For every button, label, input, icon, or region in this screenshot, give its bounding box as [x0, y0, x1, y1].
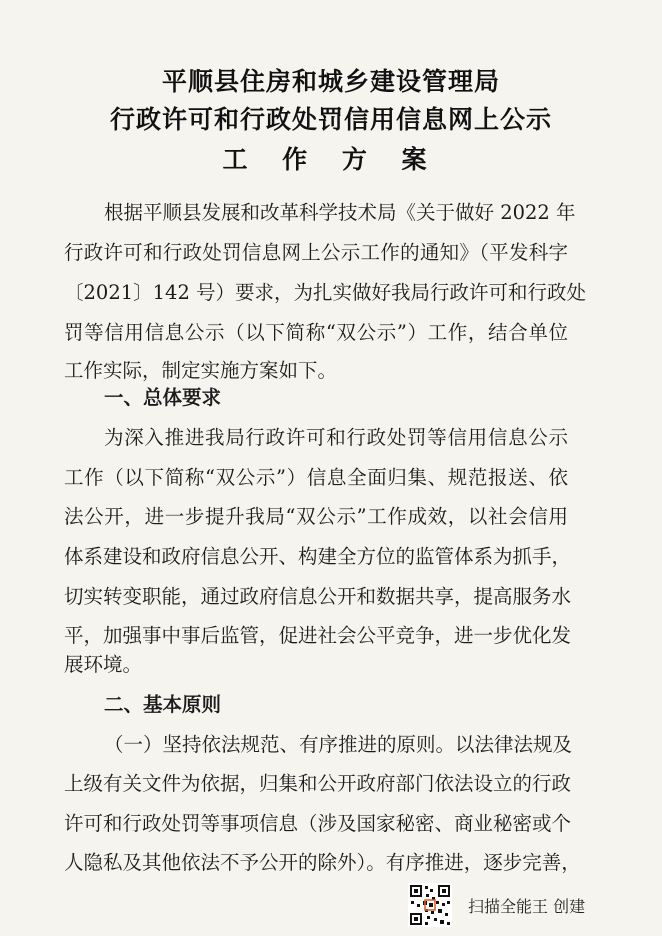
body-line: 工作实际，制定实施方案如下。 [64, 359, 338, 382]
body-line: 行政许可和行政处罚信息网上公示工作的通知》（平发科字 [64, 241, 568, 264]
scanner-watermark [408, 882, 585, 928]
body-line: 工作（以下简称“双公示”）信息全面归集、规范报送、依 [64, 466, 568, 489]
body-line: 根据平顺县发展和改革科学技术局《关于做好 2022 年 [104, 201, 576, 224]
scanner-app-credit: 扫描全能王 创建 [468, 896, 586, 916]
section-heading: 二、基本原则 [104, 693, 222, 716]
title-line-2: 行政许可和行政处罚信用信息网上公示 [109, 105, 552, 134]
body-line: 为深入推进我局行政许可和行政处罚等信用信息公示 [104, 426, 568, 449]
body-line: 展环境。 [64, 653, 143, 676]
body-line: 上级有关文件为依据，归集和公开政府部门依法设立的行政 [64, 772, 572, 795]
body-line: 法公开，进一步提升我局“双公示”工作成效，以社会信用 [64, 505, 568, 528]
body-line: 罚等信用信息公示（以下简称“双公示”）工作，结合单位 [64, 321, 568, 344]
body-line: 〔2021〕142 号）要求，为扎实做好我局行政许可和行政处 [64, 281, 587, 304]
body-line: 人隐私及其他依法不予公开的除外）。有序推进，逐步完善， [64, 851, 581, 874]
body-line: 切实转变职能，通过政府信息公开和数据共享，提高服务水 [64, 585, 572, 608]
title-line-3: 工 作 方 案 [222, 145, 440, 174]
body-line: 许可和行政处罚等事项信息（涉及国家秘密、商业秘密或个 [64, 812, 572, 835]
body-line: 平，加强事中事后监管，促进社会公平竞争，进一步优化发 [64, 624, 572, 647]
qr-code-icon [408, 883, 452, 927]
section-heading: 一、总体要求 [104, 386, 222, 409]
body-line: （一）坚持依法规范、有序推进的原则。以法律法规及 [104, 733, 573, 756]
title-line-1: 平顺县住房和城乡建设管理局 [161, 67, 500, 96]
body-line: 体系建设和政府信息公开、构建全方位的监管体系为抓手， [64, 545, 572, 568]
